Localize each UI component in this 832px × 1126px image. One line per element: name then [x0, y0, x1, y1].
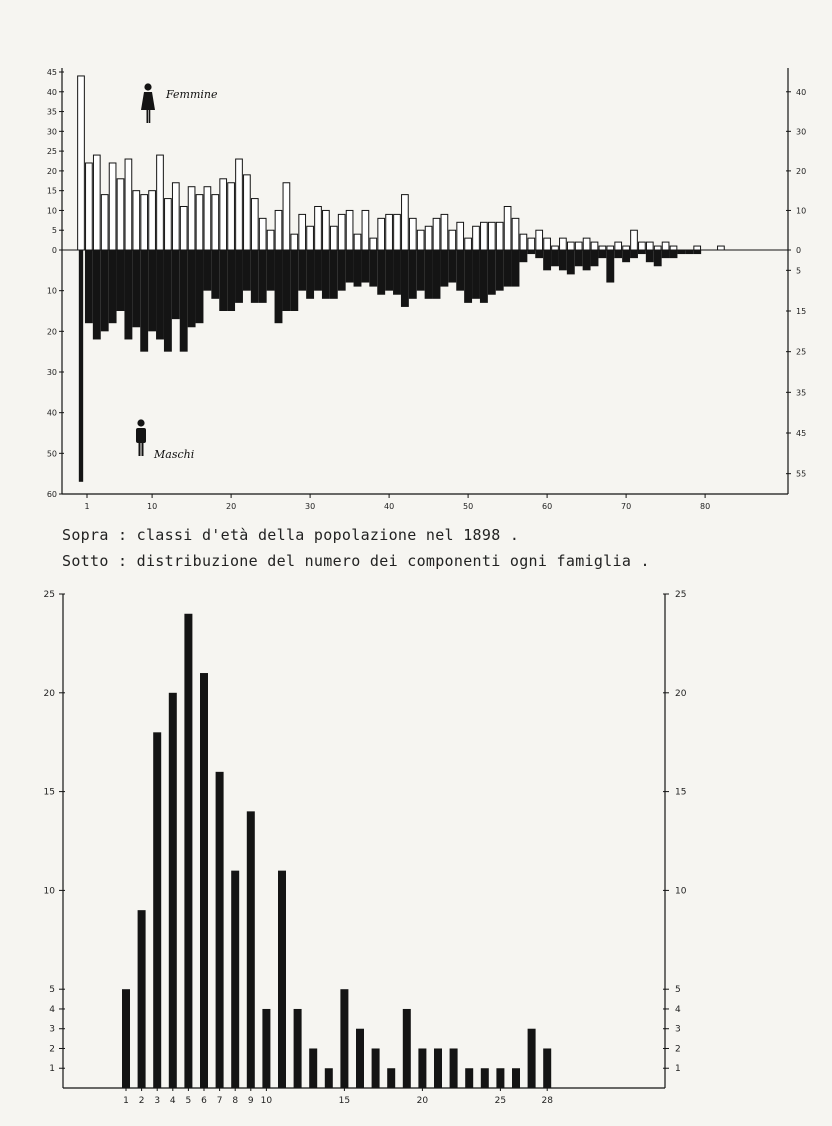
maschi-bar-age-47: [440, 250, 448, 287]
femmine-bar-age-76: [670, 246, 677, 250]
maschi-bar-age-62: [559, 250, 567, 270]
family-bar-13: [309, 1048, 317, 1088]
maschi-bar-age-44: [417, 250, 425, 291]
x-tick-label: 8: [232, 1096, 239, 1106]
population-pyramid-chart: [0, 0, 832, 515]
maschi-bar-age-67: [598, 250, 606, 258]
femmine-bar-age-64: [575, 242, 582, 250]
family-bar-9: [247, 811, 255, 1088]
right-y-tick-label: 45: [796, 429, 807, 438]
family-bar-24: [481, 1068, 489, 1088]
left-y-tick-label: 2: [49, 1044, 55, 1055]
family-bar-5: [184, 614, 192, 1088]
maschi-bar-age-61: [551, 250, 559, 266]
femmine-bar-age-68: [607, 246, 614, 250]
x-tick-label: 9: [247, 1096, 254, 1106]
left-y-tick-label: 15: [43, 787, 55, 798]
x-tick-label: 2: [138, 1096, 145, 1106]
femmine-bar-age-49: [457, 222, 464, 250]
maschi-bar-age-55: [504, 250, 512, 287]
femmine-bar-age-24: [259, 218, 266, 250]
femmine-bar-age-45: [425, 226, 432, 250]
maschi-bar-age-11: [156, 250, 164, 339]
right-y-tick-label: 0: [796, 246, 802, 255]
femmine-bar-age-57: [520, 234, 527, 250]
family-bar-2: [138, 910, 146, 1088]
maschi-bar-age-29: [298, 250, 306, 291]
x-tick-label: 80: [700, 502, 711, 511]
maschi-bar-age-33: [330, 250, 338, 299]
maschi-bar-age-39: [377, 250, 385, 295]
family-bar-25: [496, 1068, 504, 1088]
maschi-bar-age-64: [575, 250, 583, 266]
left-y-tick-label: 1: [49, 1064, 55, 1075]
x-tick-label: 1: [123, 1096, 129, 1106]
maschi-bar-age-53: [488, 250, 496, 295]
femmine-bar-age-7: [125, 159, 132, 250]
left-y-tick-label: 25: [46, 147, 57, 157]
femmine-bar-age-5: [109, 163, 116, 250]
family-bar-18: [387, 1068, 395, 1088]
family-bar-7: [216, 772, 224, 1088]
femmine-bar-age-73: [646, 242, 653, 250]
family-bar-6: [200, 673, 208, 1088]
femmine-bar-age-70: [623, 246, 630, 250]
femmine-bar-age-52: [481, 222, 488, 250]
x-tick-label: 10: [260, 1096, 273, 1106]
maschi-bar-age-27: [282, 250, 290, 311]
man-figure-icon: [136, 419, 146, 456]
femmine-bar-age-67: [599, 246, 606, 250]
x-tick-label: 7: [216, 1096, 223, 1106]
femmine-bar-age-38: [370, 238, 377, 250]
femmine-bar-age-55: [504, 206, 511, 250]
femmine-bar-age-18: [212, 195, 219, 250]
maschi-bar-age-28: [290, 250, 298, 311]
femmine-bar-age-62: [560, 238, 567, 250]
femmine-bar-age-23: [251, 199, 258, 250]
right-y-tick-label: 2: [675, 1044, 681, 1055]
right-y-tick-label: 10: [796, 206, 807, 216]
x-tick-label: 70: [621, 502, 632, 511]
family-bar-27: [528, 1029, 536, 1088]
maschi-bar-age-43: [409, 250, 417, 299]
femmine-bar-age-29: [299, 214, 306, 250]
femmine-bar-age-21: [236, 159, 243, 250]
femmine-bar-age-35: [346, 210, 353, 250]
femmine-bar-age-36: [354, 234, 361, 250]
femmine-bar-age-4: [101, 195, 108, 250]
left-y-tick-label: 30: [46, 368, 57, 377]
maschi-bar-age-76: [670, 250, 678, 258]
maschi-bar-age-23: [251, 250, 259, 303]
femmine-bar-age-31: [315, 206, 322, 250]
femmine-bar-age-28: [291, 234, 298, 250]
maschi-bar-age-16: [196, 250, 204, 323]
left-y-tick-label: 10: [46, 206, 57, 216]
femmine-bar-age-40: [386, 214, 393, 250]
maschi-bar-age-46: [433, 250, 441, 299]
family-bar-19: [403, 1009, 411, 1088]
femmine-bar-age-9: [141, 195, 148, 250]
maschi-bar-age-31: [314, 250, 322, 291]
left-y-tick-label: 30: [46, 127, 57, 137]
maschi-bar-age-75: [662, 250, 670, 258]
maschi-bar-age-41: [393, 250, 401, 295]
right-y-tick-label: 25: [796, 347, 807, 357]
left-y-tick-label: 4: [49, 1004, 55, 1015]
left-y-tick-label: 20: [46, 327, 57, 337]
maschi-bar-age-72: [638, 250, 646, 254]
femmine-bar-age-32: [323, 210, 330, 250]
right-y-tick-label: 30: [796, 127, 807, 137]
femmine-bar-age-65: [583, 238, 590, 250]
maschi-bar-age-9: [140, 250, 148, 352]
right-y-tick-label: 10: [675, 886, 687, 897]
maschi-bar-age-5: [109, 250, 117, 323]
right-y-tick-label: 5: [675, 985, 681, 996]
maschi-bar-age-63: [567, 250, 575, 274]
family-bar-14: [325, 1068, 333, 1088]
family-bar-17: [372, 1048, 380, 1088]
femmine-bar-age-16: [196, 195, 203, 250]
maschi-bar-age-6: [117, 250, 125, 311]
femmine-bar-age-13: [172, 183, 179, 250]
femmine-bar-age-39: [378, 218, 385, 250]
maschi-bar-age-35: [346, 250, 354, 283]
femmine-bar-age-79: [694, 246, 701, 250]
caption-bottom: Sotto : distribuzione del numero dei componenti ogni famiglia .: [62, 552, 650, 570]
femmine-bar-age-61: [552, 246, 559, 250]
femmine-bar-age-41: [394, 214, 401, 250]
maschi-bar-age-59: [535, 250, 543, 258]
maschi-bar-age-42: [401, 250, 409, 307]
femmine-bar-age-51: [473, 226, 480, 250]
maschi-bar-age-74: [654, 250, 662, 266]
femmine-bar-age-19: [220, 179, 227, 250]
x-tick-label: 3: [154, 1096, 161, 1106]
family-bar-26: [512, 1068, 520, 1088]
family-bar-8: [231, 871, 239, 1088]
x-tick-label: 20: [416, 1096, 429, 1106]
femmine-bar-age-10: [149, 191, 156, 250]
femmine-bar-age-22: [244, 175, 251, 250]
maschi-bar-age-48: [448, 250, 456, 283]
maschi-bar-age-66: [591, 250, 599, 266]
left-y-tick-label: 20: [46, 166, 57, 176]
maschi-bar-age-70: [622, 250, 630, 262]
femmine-bar-age-12: [165, 199, 172, 250]
x-tick-label: 20: [226, 502, 237, 511]
family-bar-4: [169, 693, 177, 1088]
family-bar-11: [278, 871, 286, 1088]
femmine-bar-age-11: [157, 155, 164, 250]
maschi-bar-age-57: [519, 250, 527, 262]
maschi-bar-age-51: [472, 250, 480, 299]
left-y-tick-label: 40: [46, 408, 57, 418]
left-y-tick-label: 20: [43, 688, 55, 699]
femmine-bar-age-71: [631, 230, 638, 250]
family-bar-20: [418, 1048, 426, 1088]
left-y-tick-label: 60: [46, 490, 57, 499]
maschi-bar-age-45: [425, 250, 433, 299]
maschi-bar-age-34: [338, 250, 346, 291]
maschi-bar-age-15: [188, 250, 196, 327]
right-y-tick-label: 1: [675, 1064, 681, 1075]
left-y-tick-label: 3: [49, 1024, 55, 1035]
maschi-bar-age-32: [322, 250, 330, 299]
left-y-tick-label: 25: [43, 590, 55, 600]
maschi-bar-age-22: [243, 250, 251, 291]
maschi-bar-age-10: [148, 250, 156, 331]
maschi-bar-age-38: [369, 250, 377, 287]
femmine-bar-age-43: [409, 218, 416, 250]
left-y-tick-label: 10: [46, 286, 57, 296]
femmine-bar-age-30: [307, 226, 314, 250]
left-y-tick-label: 10: [43, 886, 55, 897]
x-tick-label: 1: [84, 502, 90, 511]
femmine-bar-age-34: [338, 214, 345, 250]
right-y-tick-label: 15: [675, 787, 687, 798]
maschi-bar-age-73: [646, 250, 654, 262]
right-y-tick-label: 20: [675, 688, 687, 699]
femmine-bar-age-60: [544, 238, 551, 250]
maschi-bar-age-14: [180, 250, 188, 352]
maschi-bar-age-77: [677, 250, 685, 254]
femmine-bar-age-37: [362, 210, 369, 250]
femmine-bar-age-33: [330, 226, 337, 250]
femmine-bar-age-15: [188, 187, 195, 250]
maschi-bar-age-52: [480, 250, 488, 303]
maschi-bar-age-26: [275, 250, 283, 323]
woman-figure-icon: [141, 83, 155, 123]
femmine-bar-age-42: [402, 195, 409, 250]
right-y-tick-label: 40: [796, 87, 807, 97]
maschi-bar-age-21: [235, 250, 243, 303]
x-tick-label: 50: [463, 502, 474, 511]
maschi-bar-age-19: [219, 250, 227, 311]
maschi-bar-age-30: [306, 250, 314, 299]
right-y-tick-label: 3: [675, 1024, 681, 1035]
x-tick-label: 4: [169, 1096, 176, 1106]
x-tick-label: 15: [338, 1096, 351, 1106]
family-bar-23: [465, 1068, 473, 1088]
family-bar-16: [356, 1029, 364, 1088]
x-tick-label: 40: [384, 502, 395, 511]
family-bar-15: [340, 989, 348, 1088]
maschi-bar-age-58: [527, 250, 535, 254]
femmine-bar-age-56: [512, 218, 519, 250]
x-tick-label: 30: [305, 502, 316, 511]
maschi-bar-age-54: [496, 250, 504, 291]
x-tick-label: 6: [201, 1096, 207, 1106]
maschi-bar-age-3: [93, 250, 101, 339]
family-bar-1: [122, 989, 130, 1088]
femmine-bar-age-48: [449, 230, 456, 250]
femmine-bar-age-3: [93, 155, 100, 250]
family-bar-22: [450, 1048, 458, 1088]
maschi-bar-age-65: [583, 250, 591, 270]
femmine-bar-age-59: [536, 230, 543, 250]
femmine-bar-age-53: [488, 222, 495, 250]
maschi-bar-age-25: [267, 250, 275, 291]
femmine-bar-age-69: [615, 242, 622, 250]
legend-label-femmine: Femmine: [166, 88, 218, 101]
maschi-bar-age-4: [101, 250, 109, 331]
left-y-tick-label: 15: [46, 186, 57, 196]
family-bar-10: [262, 1009, 270, 1088]
maschi-bar-age-17: [203, 250, 211, 291]
maschi-bar-age-8: [132, 250, 140, 327]
femmine-bar-age-72: [639, 242, 646, 250]
maschi-bar-age-7: [124, 250, 132, 339]
maschi-bar-age-12: [164, 250, 172, 352]
femmine-bar-age-6: [117, 179, 124, 250]
femmine-bar-age-1: [78, 76, 85, 250]
maschi-bar-age-2: [85, 250, 93, 323]
femmine-bar-age-82: [718, 246, 725, 250]
maschi-bar-age-79: [693, 250, 701, 254]
maschi-bar-age-1: [79, 250, 83, 482]
femmine-bar-age-46: [433, 218, 440, 250]
femmine-bar-age-75: [662, 242, 669, 250]
maschi-bar-age-13: [172, 250, 180, 319]
caption-top: Sopra : classi d'età della popolazione nel 1898 .: [62, 526, 520, 544]
maschi-bar-age-18: [211, 250, 219, 299]
femmine-bar-age-20: [228, 183, 235, 250]
maschi-bar-age-20: [227, 250, 235, 311]
right-y-tick-label: 55: [796, 469, 807, 479]
maschi-bar-age-56: [512, 250, 520, 287]
x-tick-label: 5: [185, 1096, 192, 1106]
maschi-bar-age-78: [685, 250, 693, 254]
family-bar-12: [294, 1009, 302, 1088]
left-y-tick-label: 5: [49, 985, 55, 996]
left-y-tick-label: 5: [51, 226, 57, 236]
maschi-bar-age-50: [464, 250, 472, 303]
femmine-bar-age-66: [591, 242, 598, 250]
femmine-bar-age-14: [180, 206, 187, 250]
left-y-tick-label: 35: [46, 107, 57, 117]
left-y-tick-label: 45: [46, 68, 57, 77]
maschi-bar-age-40: [385, 250, 393, 291]
femmine-bar-age-8: [133, 191, 140, 250]
x-tick-label: 60: [542, 502, 553, 511]
right-y-tick-label: 4: [675, 1004, 681, 1015]
left-y-tick-label: 50: [46, 449, 57, 459]
femmine-bar-age-47: [441, 214, 448, 250]
right-y-tick-label: 20: [796, 166, 807, 176]
left-y-tick-label: 0: [51, 246, 57, 255]
femmine-bar-age-27: [283, 183, 290, 250]
maschi-bar-age-37: [361, 250, 369, 283]
family-bar-28: [543, 1048, 551, 1088]
maschi-bar-age-36: [354, 250, 362, 287]
femmine-bar-age-44: [417, 230, 424, 250]
x-tick-label: 25: [494, 1096, 507, 1106]
femmine-bar-age-74: [654, 246, 661, 250]
maschi-bar-age-24: [259, 250, 267, 303]
femmine-bar-age-63: [567, 242, 574, 250]
femmine-bar-age-2: [86, 163, 93, 250]
x-tick-label: 10: [147, 502, 158, 511]
femmine-bar-age-58: [528, 238, 535, 250]
right-y-tick-label: 35: [796, 388, 807, 398]
femmine-bar-age-50: [465, 238, 472, 250]
femmine-bar-age-17: [204, 187, 211, 250]
x-tick-label: 28: [541, 1096, 553, 1106]
femmine-bar-age-26: [275, 210, 282, 250]
right-y-tick-label: 5: [796, 266, 802, 276]
family-bar-3: [153, 732, 161, 1088]
right-y-tick-label: 25: [675, 590, 687, 600]
maschi-bar-age-49: [456, 250, 464, 291]
maschi-bar-age-68: [606, 250, 614, 283]
family-bar-21: [434, 1048, 442, 1088]
femmine-bar-age-25: [267, 230, 274, 250]
left-y-tick-label: 40: [46, 87, 57, 97]
femmine-bar-age-54: [496, 222, 503, 250]
maschi-bar-age-69: [614, 250, 622, 258]
right-y-tick-label: 15: [796, 307, 807, 316]
maschi-bar-age-71: [630, 250, 638, 258]
legend-label-maschi: Maschi: [154, 448, 195, 461]
maschi-bar-age-60: [543, 250, 551, 270]
family-size-bar-chart: [0, 580, 832, 1110]
